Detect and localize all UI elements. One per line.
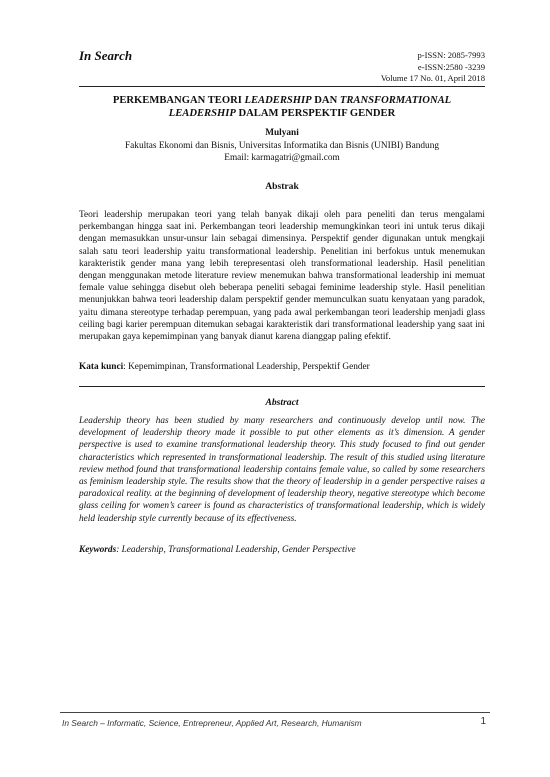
abstract-text: Teori leadership merupakan teori yang telah banyak dikaji oleh para peneliti dan terus mengalami perkembangan hingga saat ini. Perkembangan teori leadership memungkinkan teori ini untuk terus dikaji dengan memasukkan unsur-unsur lain sebagai dimensinya. Perspektif gender digunakan untuk mengkaji salah satu teori leadership yaitu transformational leadership. Penelitian ini berfokus untuk menemukan karakteristik gender mana yang lebih terepresentasi oleh transformational leadership. Hasil penelitian dengan menggunakan metode literature review menemukan bahwa transformational leadership ini memuat female value sehingga disebut oleh beberapa peneliti sebagai feminime leadership style. Hasil penelitian menunjukkan bahwa teori leadership dalam perspektif gender memunculkan suatu kenyataan yang paradok, yaitu dimana stereotype terhadap perempuan, yang pada awal perkembangan teori leadership menjadi glass ceiling bagi karier perempuan ditemukan sebagai karakteristik dari transformational leadership yang saat ini merupakan gaya kepemimpinan yang banyak dianut karena dianggap paling efektif. — [79, 210, 485, 343]
title-italic-text: LEADERSHIP — [244, 95, 312, 106]
keywords-values: : Kepemimpinan, Transformational Leadership, Perspektif Gender — [123, 362, 370, 372]
title-italic-text: LEADERSHIP — [168, 108, 236, 119]
journal-name: In Search — [79, 48, 133, 63]
keywords-id — [79, 361, 485, 373]
header-divider — [79, 86, 485, 87]
keywords-label: Kata kunci — [79, 362, 124, 372]
footer-divider — [60, 712, 490, 713]
e-issn: e-ISSN:2580 -3239 — [417, 61, 485, 72]
title-text: PERKEMBANGAN TEORI — [112, 95, 245, 106]
footer-text: In Search – Informatic, Science, Entrepreneur, Applied Art, Research, Humanism — [62, 718, 362, 728]
title-text: DALAM PERSPEKTIF GENDER — [235, 108, 396, 119]
author-email: Email: karmagatri@gmail.com — [224, 153, 340, 163]
keywords-en-label: Keywords — [79, 545, 117, 555]
volume-info: Volume 17 No. 01, April 2018 — [380, 73, 485, 83]
author-block — [79, 127, 485, 165]
abstract-en-text: Leadership theory has been studied by many researchers and continuously develop until now. The development of leadership theory made it possible to put other elements as it’s dimension. A gender perspective is used to examine transformational leadership theory. This study focused to find out gender characteristics which represented in transformational leadership. The result of this studied using literature review method found that transformational leadership contains female value, so called by some researchers as feminism leadership style. The results show that the theory of leadership in a gender perspective raises a paradoxical reality. at the beginning of development of leadership theory, negative stereotype which become glass ceiling for women’s career is found as characteristics of transformational leadership, which is widely held leadership style currently because of its effectiveness. — [79, 416, 485, 524]
author-affiliation: Fakultas Ekonomi dan Bisnis, Universitas Informatika dan Bisnis (UNIBI) Bandung — [125, 140, 439, 151]
author-name: Mulyani — [265, 128, 299, 138]
title-line-1 — [79, 94, 485, 107]
keywords-en-values: : Leadership, Transformational Leadership, Gender Perspective — [116, 545, 356, 555]
abstract-heading: Abstrak — [265, 181, 299, 192]
issn-block — [381, 50, 485, 85]
paper-title — [79, 94, 485, 120]
keywords-en — [79, 544, 485, 556]
title-line-2 — [79, 107, 485, 120]
abstract-divider — [79, 386, 485, 387]
abstract-en-heading: Abstract — [265, 397, 299, 408]
page-number: 1 — [480, 716, 486, 727]
title-italic-text: TRANSFORMATIONAL — [339, 95, 452, 106]
title-text: DAN — [311, 95, 340, 106]
p-issn: p-ISSN: 2085-7993 — [417, 50, 485, 60]
